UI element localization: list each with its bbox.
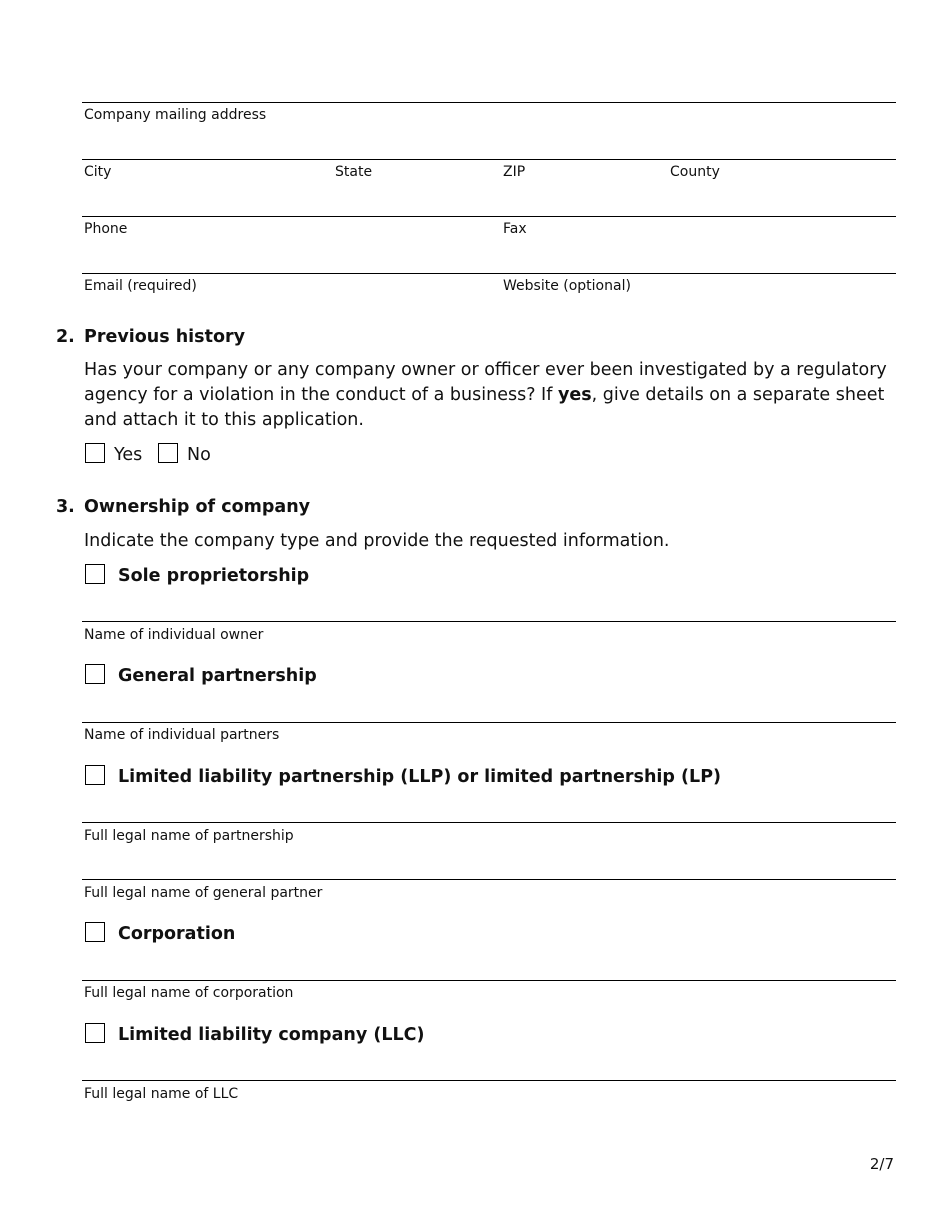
individual-owner-label: Name of individual owner [84,627,264,643]
llc-checkbox[interactable] [85,1023,105,1043]
general-partnership-checkbox[interactable] [85,664,105,684]
question-text-start: Has your company or any company owner or officer ever been investigated by a regulatory agency for a violation in the conduct of a business? If [84,360,887,405]
city-line [82,159,896,160]
llp-label: Limited liability partnership (LLP) or limited partnership (LP) [118,767,722,787]
phone-line [82,216,896,217]
llc-label: Limited liability company (LLC) [118,1025,425,1045]
email-label: Email (required) [84,278,197,294]
zip-label: ZIP [503,164,526,180]
no-label: No [187,445,211,465]
general-partnership-label: General partnership [118,666,317,686]
mailing-address-line [82,102,896,103]
partnership-name-input[interactable] [82,796,896,822]
llc-name-line [82,1080,896,1081]
county-label: County [670,164,720,180]
city-label: City [84,164,112,180]
no-checkbox[interactable] [158,443,178,463]
general-partner-label: Full legal name of general partner [84,885,323,901]
mailing-address-label: Company mailing address [84,107,267,123]
corporation-label: Corporation [118,924,236,944]
individual-owner-input[interactable] [82,595,896,621]
email-website-input[interactable] [82,247,896,273]
question-text-bold: yes [557,385,592,405]
corporation-name-label: Full legal name of corporation [84,985,294,1001]
corporation-name-input[interactable] [82,954,896,980]
phone-label: Phone [84,221,128,237]
sole-proprietorship-checkbox[interactable] [85,564,105,584]
section-2-title: Previous history [84,327,246,347]
yes-label: Yes [114,445,143,465]
individual-partners-line [82,722,896,723]
corporation-checkbox[interactable] [85,922,105,942]
section-3-title: Ownership of company [84,497,311,517]
llp-checkbox[interactable] [85,765,105,785]
phone-fax-input[interactable] [82,190,896,216]
llc-name-input[interactable] [82,1054,896,1080]
general-partner-input[interactable] [82,853,896,879]
individual-owner-line [82,621,896,622]
corporation-name-line [82,980,896,981]
sole-proprietorship-label: Sole proprietorship [118,566,310,586]
email-line [82,273,896,274]
llc-name-label: Full legal name of LLC [84,1086,239,1102]
general-partner-line [82,879,896,880]
section-2-number: 2. [56,327,75,347]
state-label: State [335,164,373,180]
section-2-question [84,358,899,433]
fax-label: Fax [503,221,527,237]
individual-partners-input[interactable] [82,696,896,722]
city-state-zip-county-input[interactable] [82,133,896,159]
section-3-instruction: Indicate the company type and provide the requested information. [84,531,670,551]
website-label: Website (optional) [503,278,631,294]
individual-partners-label: Name of individual partners [84,727,280,743]
partnership-name-line [82,822,896,823]
partnership-name-label: Full legal name of partnership [84,828,294,844]
page-number: 2/7 [869,1155,894,1173]
yes-checkbox[interactable] [85,443,105,463]
mailing-address-input[interactable] [82,76,896,102]
section-3-number: 3. [56,497,75,517]
question-text-end: , give details on a separate sheet and attach it to this application. [84,385,885,430]
